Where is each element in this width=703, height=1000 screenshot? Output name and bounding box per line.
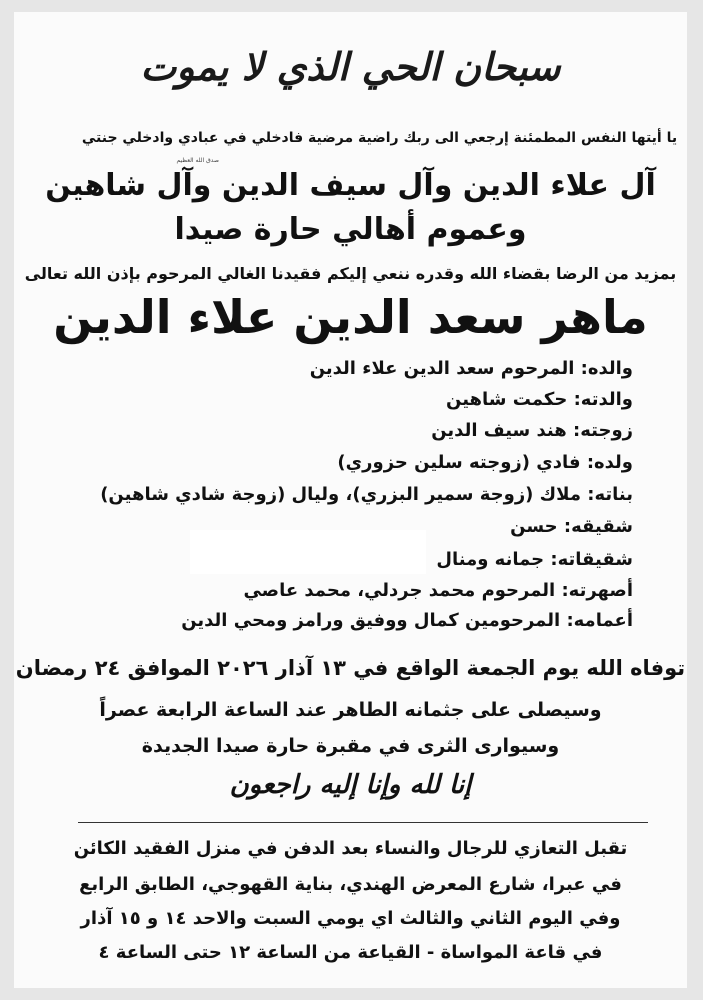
funeral-prayer: وسيصلى على جثمانه الطاهر عند الساعة الرابعة عصراً (99, 699, 602, 721)
condolence-line-4: في قاعة المواساة - القياعة من الساعة ١٢ حتى الساعة ٤ (98, 942, 603, 963)
divider (78, 822, 648, 823)
relative-daughters: بناته: ملاك (زوجة سمير البزري)، وليال (زوجة شادي شاهين) (100, 484, 633, 505)
relative-mother: والدته: حكمت شاهين (446, 389, 633, 410)
header-verse: يا أيتها النفس المطمئنة إرجعي الى ربك راضية مرضية فادخلي في عبادي وادخلي جنتي (81, 130, 678, 146)
closing-verse: إنا لله وإنا إليه راجعون (229, 770, 472, 800)
relative-sisters: شقيقاته: جمانه ومنال (436, 549, 633, 570)
sadaqa-text: صدق الله العظيم (176, 157, 219, 164)
relative-son: ولده: فادي (زوجته سلين حزوري) (337, 452, 633, 473)
relative-in-laws: أصهرته: المرحوم محمد جردلي، محمد عاصي (243, 580, 633, 601)
redacted-area (190, 530, 426, 574)
families-line-2: وعموم أهالي حارة صيدا (174, 212, 527, 247)
death-date: توفاه الله يوم الجمعة الواقع في ١٣ آذار ٢٠٢٦ الموافق ٢٤ رمضان (15, 656, 686, 680)
relative-uncles: أعمامه: المرحومين كمال ووفيق ورامز ومحي الدين (181, 610, 633, 631)
relative-brother: شقيقه: حسن (510, 516, 633, 537)
deceased-name: ماهر سعد الدين علاء الدين (53, 290, 648, 344)
intro-text: بمزيد من الرضا بقضاء الله وقدره ننعي إليكم فقيدنا الغالي المرحوم بإذن الله تعالى (24, 264, 677, 283)
condolence-line-2: في عبرا، شارع المعرض الهندي، بناية القهوجي، الطابق الرابع (79, 874, 622, 895)
condolence-line-1: تقبل التعازي للرجال والنساء بعد الدفن في منزل الفقيد الكائن (73, 838, 628, 859)
obituary-page (14, 12, 687, 988)
relative-wife: زوجته: هند سيف الدين (431, 420, 633, 441)
families-line-1: آل علاء الدين وآل سيف الدين وآل شاهين (45, 168, 656, 203)
relative-father: والده: المرحوم سعد الدين علاء الدين (309, 358, 633, 379)
header-calligraphy: سبحان الحي الذي لا يموت (140, 44, 561, 89)
burial-location: وسيوارى الثرى في مقبرة حارة صيدا الجديدة (141, 735, 560, 757)
condolence-line-3: وفي اليوم الثاني والثالث اي يومي السبت والاحد ١٤ و ١٥ آذار (80, 908, 621, 929)
